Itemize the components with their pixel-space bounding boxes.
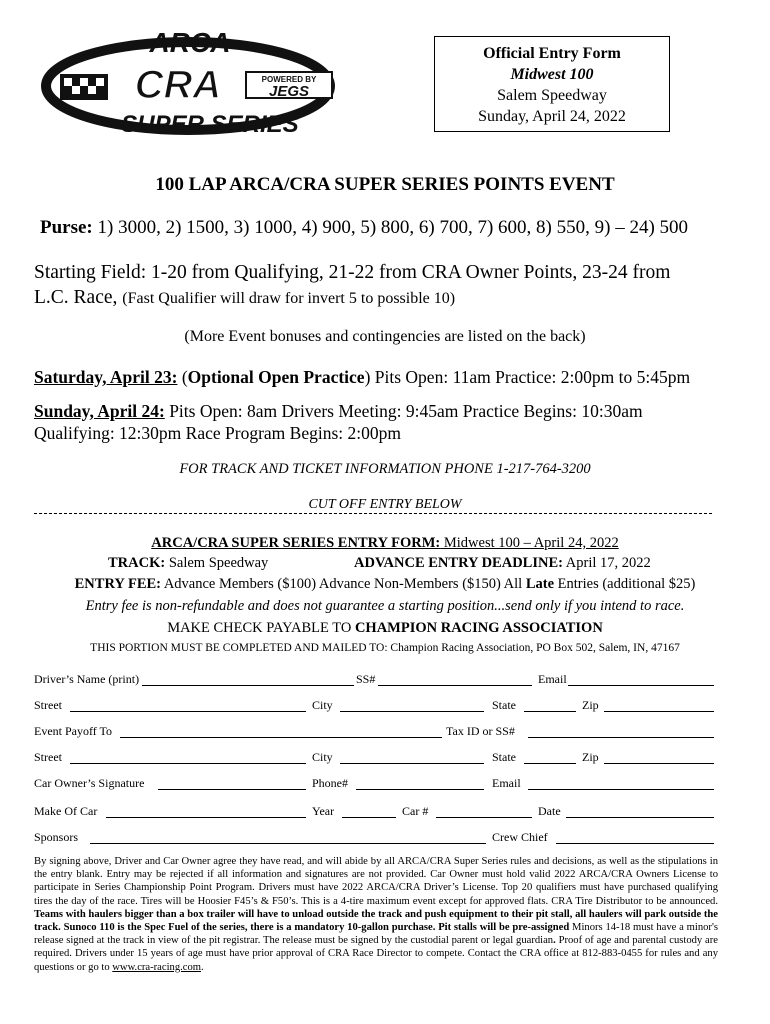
crew-chief-field[interactable] [556,843,714,844]
logo-jegs-text: JEGS [268,83,310,100]
driver-name-label: Driver’s Name (print) [34,672,140,686]
ss-label: SS# [356,672,376,686]
driver-city-field[interactable] [340,711,484,712]
driver-street-label: Street [34,698,62,712]
non-refundable-note: Entry fee is non-refundable and does not guarantee a starting position...send only if you intend to race. [85,598,685,614]
make-of-car-field[interactable] [106,817,306,818]
form-title: Official Entry Form [483,45,621,62]
logo-arca-text: ARCA [149,28,231,58]
owner-signature-field[interactable] [158,789,306,790]
driver-email-label: Email [538,672,567,686]
entry-form-title: ARCA/CRA SUPER SERIES ENTRY FORM: Midwest 100 – April 24, 2022 [151,535,619,551]
owner-phone-field[interactable] [356,789,484,790]
driver-name-field[interactable] [142,685,354,686]
car-year-field[interactable] [342,817,396,818]
sponsors-label: Sponsors [34,830,79,844]
starting-field-invert-note: (Fast Qualifier will draw for invert 5 to possible 10) [122,290,456,307]
payoff-zip-field[interactable] [604,763,714,764]
event-payoff-label: Event Payoff To [34,724,113,738]
form-row-car [34,804,714,820]
payoff-street-label: Street [34,750,62,764]
event-date: Sunday, April 24, 2022 [478,108,626,125]
owner-signature-label: Car Owner’s Signature [34,776,145,790]
starting-field-line-1: Starting Field: 1-20 from Qualifying, 21-22 from CRA Owner Points, 23-24 from [34,262,671,283]
sunday-schedule [34,401,643,422]
make-of-car-label: Make Of Car [34,804,98,818]
payoff-state-field[interactable] [524,763,576,764]
cra-website-link[interactable]: www.cra-racing.com [112,961,202,973]
check-payee: CHAMPION RACING ASSOCIATION [354,620,603,636]
entry-form-deadline: ADVANCE ENTRY DEADLINE: April 17, 2022 [354,555,651,571]
driver-zip-field[interactable] [604,711,714,712]
tax-id-field[interactable] [528,737,714,738]
form-row-driver-address [34,698,714,714]
venue-name: Salem Speedway [497,87,607,104]
form-row-payoff-address [34,750,714,766]
owner-email-label: Email [492,776,521,790]
entry-fee-line: ENTRY FEE: Advance Members ($100) Advance Non-Members ($150) All Late Entries (additional $25) [74,576,696,592]
logo-cra-text: CRA [134,63,222,107]
sponsors-field[interactable] [90,843,486,844]
tax-id-label: Tax ID or SS# [446,724,515,738]
optional-practice-label: Optional Open Practice [187,367,365,387]
form-row-payoff [34,724,714,740]
ss-field[interactable] [378,685,532,686]
payoff-city-field[interactable] [340,763,484,764]
crew-chief-label: Crew Chief [492,830,548,844]
starting-field-lc-race: L.C. Race, [34,287,123,308]
form-row-driver [34,672,714,688]
event-name: Midwest 100 [510,66,594,83]
form-row-sponsors [34,830,714,846]
car-year-label: Year [312,804,335,818]
event-payoff-field[interactable] [120,737,442,738]
driver-city-label: City [312,698,333,712]
sunday-schedule-line-2: Qualifying: 12:30pm Race Program Begins: 2:00pm [34,423,401,443]
saturday-times: ) Pits Open: 11am Practice: 2:00pm to 5:45pm [364,367,691,387]
payoff-street-field[interactable] [70,763,306,764]
payoff-state-label: State [492,750,516,764]
cutoff-dashed-line [34,513,712,514]
entry-date-field[interactable] [566,817,714,818]
purse-label: Purse: [40,217,93,238]
starting-field-line-2 [34,287,455,309]
driver-email-field[interactable] [568,685,714,686]
payoff-city-label: City [312,750,333,764]
purse-line [40,217,688,239]
sunday-label: Sunday, April 24: [34,401,165,421]
form-row-owner [34,776,714,792]
mailing-instructions: THIS PORTION MUST BE COMPLETED AND MAILED TO: Champion Racing Association, PO Box 502, Salem, IN, 47167 [90,642,680,654]
terms-paragraph: By signing above, Driver and Car Owner agree they have read, and will abide by all ARCA/CRA Super Series rules and decisions, as well as the stipulations in the entry blank. Entry may be rejected if all information and signatures are not provided. Car Owner must hold valid 2022 ARCA/CRA Owners License to participate in Series Championship Point Program. Drivers must have 2022 ARCA/CRA Driver’s License. Top 20 qualifiers must have purchased qualifying tires the day of the race. Tires will be Hoosier F45’s & F50’s. This is a 4-tire maximum event except for approved flats. CRA Tire Distributor to be announced. Teams with haulers bigger than a box trailer will have to unload outside the track and push equipment to their pit stall, all haulers will park outside the track. Sunoco 110 is the Spec Fuel of the series, there is a mandatory 10-gallon purchase. Pit stalls will be pre-assigned Minors 14-18 must have a minor's release signed at the track in view of the pit registrar. The release must be signed by the custodial parent or legal guardian. Proof of age and parental custody are required. Drivers under 15 years of age must have prior approval of CRA Race Director to compete. Contact the CRA office at 812-883-0455 for rules and any questions or go to www.cra-racing.com. [34,856,718,973]
sunday-times: Pits Open: 8am Drivers Meeting: 9:45am Practice Begins: 10:30am [164,401,643,421]
saturday-label: Saturday, April 23: [34,367,178,387]
purse-values: 1) 3000, 2) 1500, 3) 1000, 4) 900, 5) 800, 6) 700, 7) 600, 8) 550, 9) – 24) 500 [92,217,689,238]
entry-form-header-box [434,36,670,132]
arca-cra-super-series-logo [38,28,340,140]
logo-graphic [38,28,340,140]
driver-street-field[interactable] [70,711,306,712]
driver-state-label: State [492,698,516,712]
owner-email-field[interactable] [528,789,714,790]
entry-date-label: Date [538,804,561,818]
car-number-field[interactable] [436,817,532,818]
bonuses-note: (More Event bonuses and contingencies are listed on the back) [184,328,586,345]
logo-super-series-text: SUPER SERIES [121,111,299,138]
logo-powered-by-text: POWERED BY [261,75,317,84]
cutoff-label: CUT OFF ENTRY BELOW [308,497,462,512]
hauler-fuel-rules: Teams with haulers bigger than a box trailer will have to unload outside the track and push equipment to their pit stall, all haulers will park outside the track. Sunoco 110 is the Spec Fuel of the series, there is a mandatory 10-gallon purchase. Pit stalls will be pre-assigned [34,908,718,934]
driver-zip-label: Zip [582,698,599,712]
owner-phone-label: Phone# [312,776,348,790]
checkered-flag-icon [60,74,108,100]
driver-state-field[interactable] [524,711,576,712]
payoff-zip-label: Zip [582,750,599,764]
entry-form-track: TRACK: Salem Speedway [108,555,269,571]
track-info-phone: FOR TRACK AND TICKET INFORMATION PHONE 1-217-764-3200 [179,461,591,477]
event-title: 100 LAP ARCA/CRA SUPER SERIES POINTS EVENT [155,174,615,195]
car-number-label: Car # [402,804,429,818]
check-payable-line: MAKE CHECK PAYABLE TO CHAMPION RACING ASSOCIATION [167,620,603,636]
saturday-schedule: Saturday, April 23: (Optional Open Practice) Pits Open: 11am Practice: 2:00pm to 5:45pm [34,367,691,387]
